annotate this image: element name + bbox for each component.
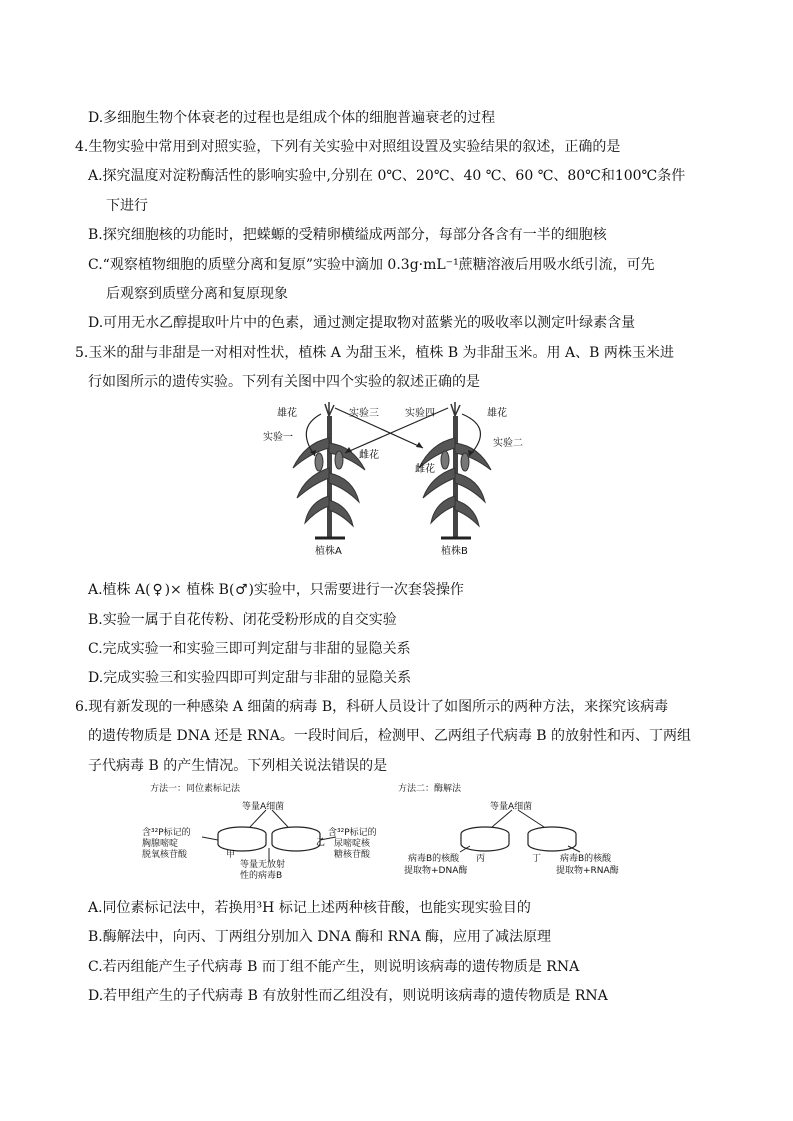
q5-option-b: B.实验一属于自花传粉、闭花受粉形成的自交实验 (88, 612, 397, 628)
label-ding-line1: 病毒B的核酸 (560, 854, 612, 864)
q4-option-a-cont: 下进行 (106, 198, 148, 214)
female-symbol-icon: ♀ (152, 582, 163, 598)
male-symbol-icon: ♂ (235, 582, 248, 598)
label-yi-line3: 糖核苷酸 (334, 850, 371, 860)
q4-stem: 4.生物实验中常用到对照实验，下列有关实验中对照组设置及实验结果的叙述，正确的是 (75, 139, 621, 155)
label-female-flower-a: 雌花 (359, 450, 379, 461)
q6-stem: 6.现有新发现的一种感染 A 细菌的病毒 B，科研人员设计了如图所示的两种方法，来探究该病毒 (75, 699, 669, 715)
label-yi-line2: 尿嘧啶核 (334, 839, 371, 849)
q4-option-c: C.“观察植物细胞的质壁分离和复原”实验中滴加 0.3g·mL⁻¹蔗糖溶液后用吸水纸引流，可先 (88, 257, 655, 273)
q6-option-b: B.酶解法中，向丙、丁两组分别加入 DNA 酶和 RNA 酶，应用了减法原理 (88, 929, 552, 945)
label-bing-line2: 提取物+DNA酶 (404, 866, 468, 876)
label-equal-a-2: 等量A细菌 (490, 802, 533, 812)
plant-a-drawing (293, 402, 365, 538)
label-jia-line1: 含³²P标记的 (142, 828, 191, 838)
label-male-flower-a: 雄花 (277, 408, 297, 419)
label-jia: 甲 (226, 850, 236, 860)
label-ding-line2: 提取物+RNA酶 (556, 866, 619, 876)
q5-option-a (88, 580, 464, 600)
q5-option-a-prefix: A.植株 A( (88, 582, 151, 598)
label-ding: 丁 (532, 854, 542, 864)
label-method1: 方法一：同位素标记法 (150, 784, 241, 794)
label-virus-line2: 性的病毒B (240, 871, 283, 881)
q4-option-c-cont: 后观察到质壁分离和复原现象 (106, 286, 288, 302)
label-male-flower-b: 雄花 (487, 408, 507, 419)
label-exp4: 实验四 (405, 408, 435, 419)
label-equal-a-1: 等量A细菌 (242, 802, 285, 812)
q3-option-d: D.多细胞生物个体衰老的过程也是组成个体的细胞普遍衰老的过程 (88, 110, 496, 126)
label-bing: 丙 (476, 854, 486, 864)
label-plant-a: 植株A (315, 546, 342, 557)
label-method2: 方法二：酶解法 (398, 784, 462, 794)
label-female-flower-b: 雌花 (415, 464, 435, 475)
label-bing-line1: 病毒B的核酸 (408, 854, 460, 864)
label-jia-line3: 脱氧核苷酸 (142, 850, 188, 860)
corn-plants-illustration (255, 398, 525, 563)
label-yi-line1: 含³²P标记的 (328, 828, 377, 838)
q5-figure (255, 398, 525, 563)
label-jia-line2: 胸腺嘧啶 (142, 839, 179, 849)
q5-option-a-mid: )× 植株 B( (164, 582, 235, 598)
q6-figure (140, 782, 640, 887)
label-virus-line1: 等量无放射 (240, 860, 286, 870)
q4-option-d: D.可用无水乙醇提取叶片中的色素，通过测定提取物对蓝紫光的吸收率以测定叶绿素含量 (88, 315, 636, 331)
q5-option-c: C.完成实验一和实验三即可判定甜与非甜的显隐关系 (88, 641, 411, 657)
label-yi: 乙 (316, 838, 326, 848)
q5-stem-cont: 行如图所示的遗传实验。下列有关图中四个实验的叙述正确的是 (88, 374, 480, 390)
label-exp3: 实验三 (349, 408, 379, 419)
q5-stem: 5.玉米的甜与非甜是一对相对性状，植株 A 为甜玉米，植株 B 为非甜玉米。用 A、B 两株玉米进 (75, 345, 674, 361)
label-exp1: 实验一 (263, 432, 293, 443)
q6-option-a: A.同位素标记法中，若换用³H 标记上述两种核苷酸，也能实现实验目的 (88, 900, 531, 916)
q6-stem-cont-1: 的遗传物质是 DNA 还是 RNA。一段时间后，检测甲、乙两组子代病毒 B 的放射性和丙、丁两组 (88, 728, 692, 744)
q4-option-a: A.探究温度对淀粉酶活性的影响实验中,分别在 0℃、20℃、40 ℃、60 ℃、80℃和100℃条件 (88, 168, 686, 184)
label-exp2: 实验二 (493, 438, 523, 449)
q6-option-d: D.若甲组产生的子代病毒 B 有放射性而乙组没有，则说明该病毒的遗传物质是 RNA (88, 988, 608, 1004)
q5-option-a-suffix: )实验中，只需要进行一次套袋操作 (248, 582, 464, 598)
q4-option-b: B.探究细胞核的功能时，把蝾螈的受精卵横缢成两部分，每部分各含有一半的细胞核 (88, 227, 607, 243)
q6-stem-cont-2: 子代病毒 B 的产生情况。下列相关说法错误的是 (88, 758, 388, 774)
label-plant-b: 植株B (441, 546, 468, 557)
q5-option-d: D.完成实验三和实验四即可判定甜与非甜的显隐关系 (88, 670, 412, 686)
q6-option-c: C.若丙组能产生子代病毒 B 而丁组不能产生，则说明该病毒的遗传物质是 RNA (88, 959, 580, 975)
